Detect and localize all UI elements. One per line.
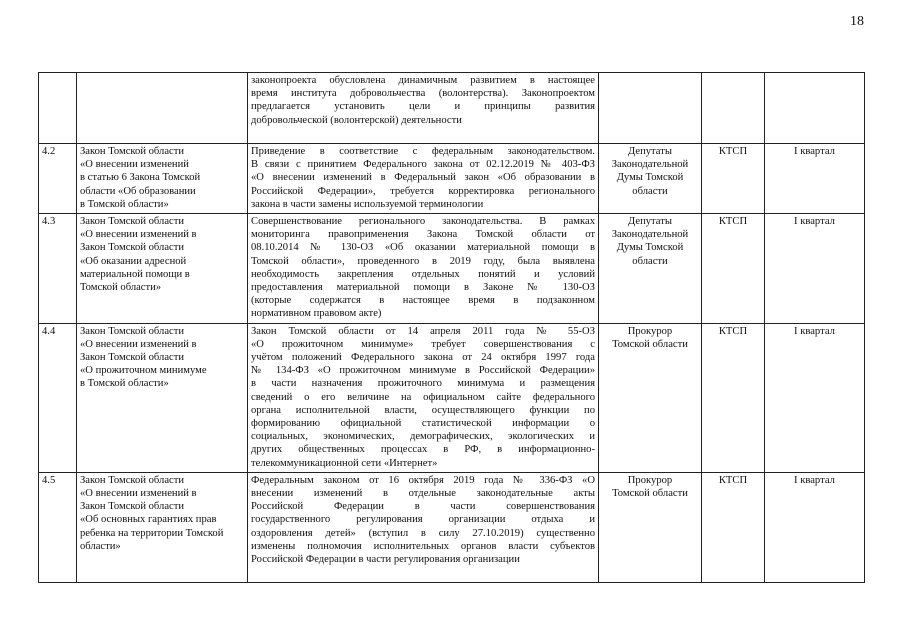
- initiator-line: Думы Томской: [616, 172, 684, 184]
- initiator-line: Законодательной: [611, 159, 689, 171]
- law-title-line: в статью 6 Закона Томской: [80, 172, 201, 184]
- initiator: [599, 144, 702, 214]
- law-title-line: ребенка на территории Томской: [80, 527, 224, 539]
- initiator: [599, 214, 702, 324]
- law-title-line: «Об основных гарантиях прав: [80, 514, 217, 526]
- item-number: 4.4: [39, 323, 77, 472]
- law-title-line: Закон Томской области: [80, 501, 185, 513]
- justification: [248, 214, 599, 324]
- justification-line: предлагается установить цели и принципы развития: [251, 101, 595, 113]
- law-title-line: материальной помощи в: [80, 268, 190, 280]
- item-number: [39, 73, 77, 144]
- term: [765, 73, 865, 144]
- law-title-line: «О прожиточном минимуме: [80, 365, 207, 377]
- justification-line: других общественных процессах в РФ, в информационно-: [251, 444, 595, 456]
- term: I квартал: [765, 323, 865, 472]
- initiator-line: Прокурор: [627, 325, 673, 337]
- justification-line: Томской области», проведенного в 2019 году, была выявлена: [251, 255, 595, 267]
- table-row: [39, 472, 865, 582]
- justification: [248, 73, 599, 144]
- initiator-line: Депутаты: [628, 216, 672, 228]
- law-title-line: Закон Томской области: [80, 216, 185, 228]
- law-title: [77, 323, 248, 472]
- initiator: [599, 323, 702, 472]
- justification-line: государственного регулирования организации отдыха и: [251, 514, 595, 526]
- justification-line: законопроекта обусловлена динамичным развитием в настоящее: [251, 75, 595, 86]
- initiator-line: Прокурор: [627, 474, 673, 486]
- initiator-line: области: [632, 255, 668, 267]
- justification-line: добровольческой (волонтерской) деятельности: [251, 114, 462, 126]
- justification-line: 08.10.2014 № 130-ОЗ «Об оказании материальной помощи в: [251, 242, 595, 254]
- justification-line: время института добровольчества (волонтерства). Законопроектом: [251, 88, 595, 100]
- initiator: [599, 472, 702, 582]
- table-row: [39, 323, 865, 472]
- justification-line: мониторинга правоприменения Закона Томской области от: [251, 229, 595, 241]
- justification-line: В связи с принятием Федерального закона от 02.12.2019 № 403-ФЗ: [251, 159, 595, 171]
- law-title-line: «О внесении изменений в: [80, 229, 197, 241]
- justification-line: закона в части замены используемой терминологии: [251, 198, 484, 210]
- responsible-committee: КТСП: [702, 472, 765, 582]
- responsible-committee: КТСП: [702, 144, 765, 214]
- law-title-line: области «Об образовании: [80, 185, 196, 197]
- justification-line: «О внесении изменений в Федеральный закон «Об образовании в: [251, 172, 595, 184]
- initiator-line: Депутаты: [628, 146, 672, 157]
- table-row: [39, 214, 865, 324]
- justification-line: учётом положений Федерального закона от 24 октября 1997 года: [251, 352, 595, 364]
- law-title: [77, 144, 248, 214]
- justification-line: № 134-ФЗ «О прожиточном минимуме в Российской Федерации»: [251, 365, 595, 377]
- justification-line: в части назначения прожиточного минимума и размещения: [251, 378, 595, 390]
- initiator-line: Томской области: [612, 338, 688, 350]
- item-number: 4.5: [39, 472, 77, 582]
- law-title-line: Закон Томской области: [80, 146, 185, 157]
- justification-line: нормативном правовом акте): [251, 308, 382, 320]
- term: I квартал: [765, 144, 865, 214]
- justification: [248, 323, 599, 472]
- term: I квартал: [765, 472, 865, 582]
- item-number: 4.2: [39, 144, 77, 214]
- responsible-committee: КТСП: [702, 323, 765, 472]
- law-title: [77, 472, 248, 582]
- law-title-line: «Об оказании адресной: [80, 255, 187, 267]
- justification-line: формированию официальной статистической информации о: [251, 418, 595, 430]
- law-title-line: Закон Томской области: [80, 325, 185, 337]
- justification-line: (которые содержатся в настоящее время в подзаконном: [251, 295, 595, 307]
- table-row: [39, 73, 865, 144]
- justification-line: Российской Федерации в части регулирования организации: [251, 554, 520, 566]
- justification-line: телекоммуникационной сети «Интернет»: [251, 457, 438, 469]
- law-title-line: «О внесении изменений в: [80, 338, 197, 350]
- legislative-plan-table: [38, 72, 865, 583]
- law-title-line: в Томской области»: [80, 198, 169, 210]
- justification: [248, 144, 599, 214]
- initiator: [599, 73, 702, 144]
- justification-line: необходимость закрепления отдельных понятий и условий: [251, 268, 595, 280]
- justification-line: внесении изменений в отдельные законодательные акты: [251, 488, 595, 500]
- justification-line: изменены полномочия исполнительных органов власти субъектов: [251, 540, 595, 552]
- initiator-line: Томской области: [612, 488, 688, 500]
- law-title-line: «О внесении изменений: [80, 159, 189, 171]
- law-title-line: Закон Томской области: [80, 352, 185, 364]
- justification-line: Российской Федерации», требуется корректировка регионального: [251, 185, 595, 197]
- justification-line: Российской Федерации в части совершенствования: [251, 501, 595, 513]
- justification-line: сведений о его величине на официальном сайте федерального: [251, 391, 595, 403]
- justification-line: предоставления материальной помощи в Законе № 130-ОЗ: [251, 282, 595, 294]
- justification-line: оздоровления детей» (вступил в силу 27.10.2019) существенно: [251, 527, 595, 539]
- initiator-line: Думы Томской: [616, 242, 684, 254]
- law-title-line: области»: [80, 540, 121, 552]
- justification-line: Закон Томской области от 14 апреля 2011 года № 55-ОЗ: [251, 325, 595, 337]
- law-title-line: Закон Томской области: [80, 242, 185, 254]
- justification: [248, 472, 599, 582]
- initiator-line: области: [632, 185, 668, 197]
- justification-line: Приведение в соответствие с федеральным законодательством.: [251, 146, 595, 157]
- responsible-committee: КТСП: [702, 214, 765, 324]
- law-title-line: в Томской области»: [80, 378, 169, 390]
- table-row: [39, 144, 865, 214]
- law-title: [77, 214, 248, 324]
- justification-line: органа исполнительной власти, осуществляющего функции по: [251, 404, 595, 416]
- law-title-line: Закон Томской области: [80, 474, 185, 486]
- page-number: 18: [850, 14, 864, 29]
- term: I квартал: [765, 214, 865, 324]
- law-title-line: Томской области»: [80, 282, 162, 294]
- justification-line: социальных, экономических, демографических, экологических и: [251, 431, 595, 443]
- law-title: [77, 73, 248, 144]
- item-number: 4.3: [39, 214, 77, 324]
- law-title-line: «О внесении изменений в: [80, 488, 197, 500]
- justification-line: Совершенствование регионального законодательства. В рамках: [251, 216, 595, 228]
- responsible-committee: [702, 73, 765, 144]
- initiator-line: Законодательной: [611, 229, 689, 241]
- justification-line: Федеральным законом от 16 октября 2019 года № 336-ФЗ «О: [251, 474, 595, 486]
- justification-line: «О прожиточном минимуме» требует совершенствования с: [251, 338, 595, 350]
